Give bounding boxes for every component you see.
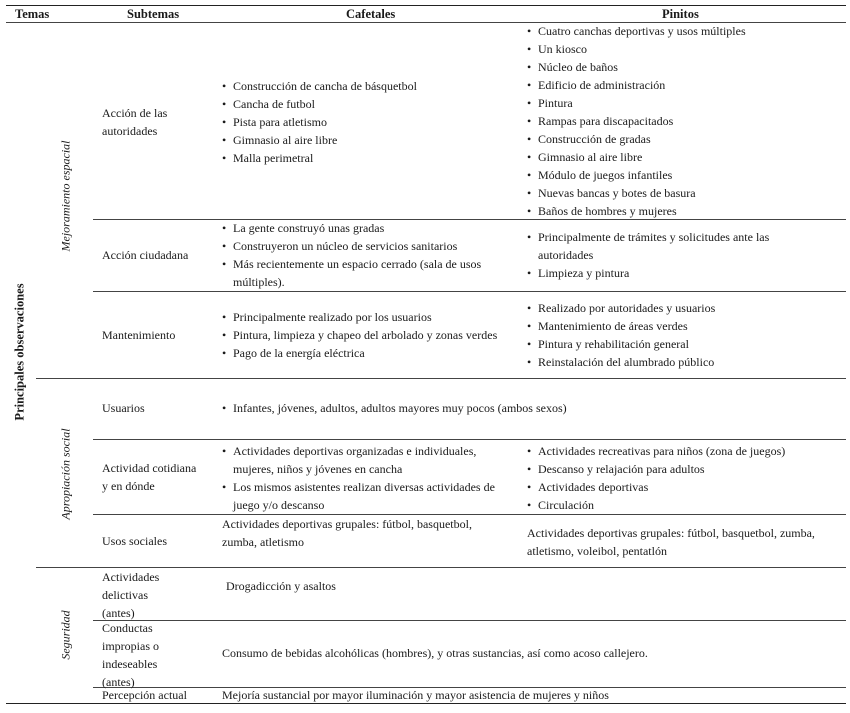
subtema-percepcion-actual: Percepción actual	[102, 688, 187, 702]
list-item: • Cuatro canchas deportivas y usos múltiples	[527, 22, 746, 40]
list-item: • Infantes, jóvenes, adultos, adultos mayores muy pocos (ambos sexos)	[222, 399, 567, 417]
subtema-mantenimiento: Mantenimiento	[102, 328, 176, 342]
list-item: • Reinstalación del alumbrado público	[527, 353, 715, 371]
list-item: • Construcción de cancha de básquetbol	[222, 77, 417, 95]
header-pinitos: Pinitos	[662, 7, 699, 21]
list-item: • Rampas para discapacitados	[527, 112, 746, 130]
list-item: • Mantenimiento de áreas verdes	[527, 317, 715, 335]
rule-after-usuarios	[93, 439, 846, 440]
list-item: • Circulación	[527, 496, 785, 514]
cafetales-accion-autoridades-list	[222, 77, 417, 167]
list-item: • Pintura y rehabilitación general	[527, 335, 715, 353]
list-item: • Realizado por autoridades y usuarios	[527, 299, 715, 317]
percepcion-actual-text: Mejoría sustancial por mayor iluminación y mayor asistencia de mujeres y niños	[222, 688, 609, 702]
rule-after-mejoramiento	[36, 378, 846, 379]
list-item: • Núcleo de baños	[527, 58, 746, 76]
header-cafetales: Cafetales	[346, 7, 396, 21]
list-item: • Pago de la energía eléctrica	[222, 344, 497, 362]
theme-apropiacion-social: Apropiación social	[58, 428, 73, 520]
list-item: • Nuevas bancas y botes de basura	[527, 184, 746, 202]
conductas-text: Consumo de bebidas alcohólicas (hombres), y otras sustancias, así como acoso callejero.	[222, 646, 648, 660]
header-subtemas: Subtemas	[127, 7, 180, 21]
list-item: • Módulo de juegos infantiles	[527, 166, 746, 184]
list-item: • Pintura	[527, 94, 746, 112]
subtema-conductas: Conductas impropias o indeseables (antes)	[102, 621, 159, 689]
list-item: • La gente construyó unas gradas	[222, 219, 507, 237]
subtema-accion-autoridades: Acción de las autoridades	[102, 106, 168, 138]
list-item: • Gimnasio al aire libre	[222, 131, 417, 149]
pinitos-actividad-cotidiana-list	[527, 442, 785, 514]
pinitos-mantenimiento-list	[527, 299, 715, 371]
actividades-delictivas-text: Drogadicción y asaltos	[226, 579, 336, 593]
list-item: • Principalmente de trámites y solicitudes ante las autoridades	[527, 228, 787, 264]
subtema-actividades-delictivas: Actividades delictivas (antes)	[102, 570, 160, 620]
side-title: Principales observaciones	[12, 283, 27, 421]
list-item: • Un kiosco	[527, 40, 746, 58]
rule-after-accion-ciudadana	[93, 291, 846, 292]
usuarios-list	[222, 399, 567, 417]
cafetales-accion-ciudadana-list	[222, 219, 507, 291]
header-temas: Temas	[15, 7, 50, 21]
list-item: • Actividades deportivas	[527, 478, 785, 496]
list-item: • Cancha de futbol	[222, 95, 417, 113]
cafetales-usos-sociales: Actividades deportivas grupales: fútbol, basquetbol, zumba, atletismo	[222, 517, 472, 549]
list-item: • Actividades deportivas organizadas e individuales, mujeres, niños y jóvenes en cancha	[222, 442, 514, 478]
list-item: • Limpieza y pintura	[527, 264, 787, 282]
list-item: • Malla perimetral	[222, 149, 417, 167]
list-item: • Edificio de administración	[527, 76, 746, 94]
list-item: • Construyeron un núcleo de servicios sanitarios	[222, 237, 507, 255]
list-item: • Pista para atletismo	[222, 113, 417, 131]
subtema-actividad-cotidiana: Actividad cotidiana y en dónde	[102, 461, 197, 493]
theme-mejoramiento-espacial: Mejoramiento espacial	[58, 140, 73, 252]
cafetales-mantenimiento-list	[222, 308, 497, 362]
subtema-usos-sociales: Usos sociales	[102, 534, 167, 548]
pinitos-accion-autoridades-list	[527, 22, 746, 220]
list-item: • Pintura, limpieza y chapeo del arbolado y zonas verdes	[222, 326, 497, 344]
list-item: • Principalmente realizado por los usuarios	[222, 308, 497, 326]
list-item: • Descanso y relajación para adultos	[527, 460, 785, 478]
pinitos-accion-ciudadana-list	[527, 228, 787, 282]
list-item: • Gimnasio al aire libre	[527, 148, 746, 166]
list-item: • Actividades recreativas para niños (zona de juegos)	[527, 442, 785, 460]
subtema-accion-ciudadana: Acción ciudadana	[102, 248, 189, 262]
list-item: • Los mismos asistentes realizan diversas actividades de juego y/o descanso	[222, 478, 514, 514]
list-item: • Construcción de gradas	[527, 130, 746, 148]
list-item: • Baños de hombres y mujeres	[527, 202, 746, 220]
pinitos-usos-sociales: Actividades deportivas grupales: fútbol, basquetbol, zumba, atletismo, voleibol, pentatlón	[527, 526, 815, 558]
list-item: • Más recientemente un espacio cerrado (sala de usos múltiples).	[222, 255, 507, 291]
subtema-usuarios: Usuarios	[102, 401, 145, 415]
cafetales-actividad-cotidiana-list	[222, 442, 514, 514]
theme-seguridad: Seguridad	[58, 610, 73, 660]
rule-after-delictivas	[93, 620, 846, 621]
